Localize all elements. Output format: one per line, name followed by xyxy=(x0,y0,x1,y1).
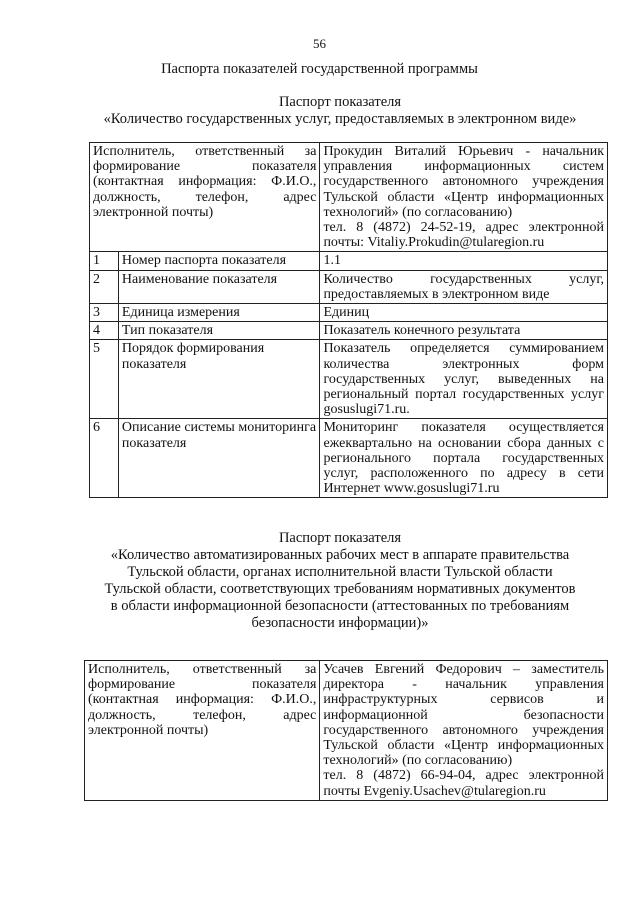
row-label: Описание системы мониторинга показателя xyxy=(118,419,320,498)
row-label: Порядок формирования показателя xyxy=(118,340,320,419)
table-row xyxy=(90,340,608,419)
passport1-header xyxy=(70,94,610,128)
passport1-executor-row xyxy=(90,143,608,252)
passport2-executor-value: Усачев Евгений Федорович – заместитель директора - начальник управления инфраструктурных сервисов и информационной безопасности государственного автономного учреждения Тульской области «Центр информационных технологий» (по согласованию) xyxy=(323,662,604,769)
row-label: Наименование показателя xyxy=(118,270,320,303)
passport1-executor-label: Исполнитель, ответственный за формирование показателя (контактная информация: Ф.И.О., должность, телефон, адрес электронной почты) xyxy=(90,143,320,252)
row-label: Единица измерения xyxy=(118,304,320,322)
passport2-header xyxy=(70,530,610,632)
row-number: 1 xyxy=(90,252,119,270)
row-value: Количество государственных услуг, предоставляемых в электронном виде xyxy=(320,270,608,303)
passport1-executor-value: Прокудин Виталий Юрьевич - начальник управления информационных систем государственного автономного учреждения Тульской области «Центр информационных технологий» (по согласованию) xyxy=(323,144,604,220)
row-value: Единиц xyxy=(320,304,608,322)
row-number: 6 xyxy=(90,419,119,498)
passport2-table xyxy=(84,660,608,801)
row-number: 4 xyxy=(90,322,119,340)
passport2-title-line: в области информационной безопасности (аттестованных по требованиям xyxy=(110,598,570,614)
passport1-executor-contact: тел. 8 (4872) 24-52-19, адрес электронной почты: Vitaliy.Prokudin@tularegion.ru xyxy=(323,220,604,251)
passport1-heading: Паспорт показателя xyxy=(278,94,402,110)
row-value: Мониторинг показателя осуществляется ежеквартально на основании сбора данных с регионального портала государственных услуг, расположенного по адресу в сети Интернет www.gosuslugi71.ru xyxy=(320,419,608,498)
table-row xyxy=(90,304,608,322)
table-row xyxy=(90,419,608,498)
table-row xyxy=(90,252,608,270)
passport2-executor-label: Исполнитель, ответственный за формирование показателя (контактная информация: Ф.И.О., должность, телефон, адрес электронной почты) xyxy=(85,661,320,801)
row-label: Тип показателя xyxy=(118,322,320,340)
page-number: 56 xyxy=(313,36,326,51)
passport2-executor-contact: тел. 8 (4872) 66-94-04, адрес электронной почты Evgeniy.Usachev@tularegion.ru xyxy=(323,768,604,799)
passport1-title: «Количество государственных услуг, предоставляемых в электронном виде» xyxy=(103,111,577,127)
passport1-executor-cell xyxy=(320,143,608,252)
passport2-heading: Паспорт показателя xyxy=(278,530,402,546)
row-number: 2 xyxy=(90,270,119,303)
table-row xyxy=(90,322,608,340)
passport2-title-line: Тульской области, органах исполнительной власти Тульской области xyxy=(127,564,553,580)
passport2-title-line: Тульской области, соответствующих требованиям нормативных документов xyxy=(104,581,576,597)
passport1-table xyxy=(89,142,608,498)
row-number: 5 xyxy=(90,340,119,419)
passport2-executor-cell xyxy=(320,661,608,801)
passport2-executor-row xyxy=(85,661,608,801)
row-number: 3 xyxy=(90,304,119,322)
row-value: Показатель конечного результата xyxy=(320,322,608,340)
row-value: 1.1 xyxy=(320,252,608,270)
row-value: Показатель определяется суммированием количества электронных форм государственных услуг, выведенных на региональный портал государственных услуг gosuslugi71.ru. xyxy=(320,340,608,419)
row-label: Номер паспорта показателя xyxy=(118,252,320,270)
table-row xyxy=(90,270,608,303)
passport2-title-line: «Количество автоматизированных рабочих мест в аппарате правительства xyxy=(110,547,570,563)
passport2-title-line: безопасности информации)» xyxy=(251,615,429,631)
section-title: Паспорта показателей государственной программы xyxy=(161,61,478,77)
